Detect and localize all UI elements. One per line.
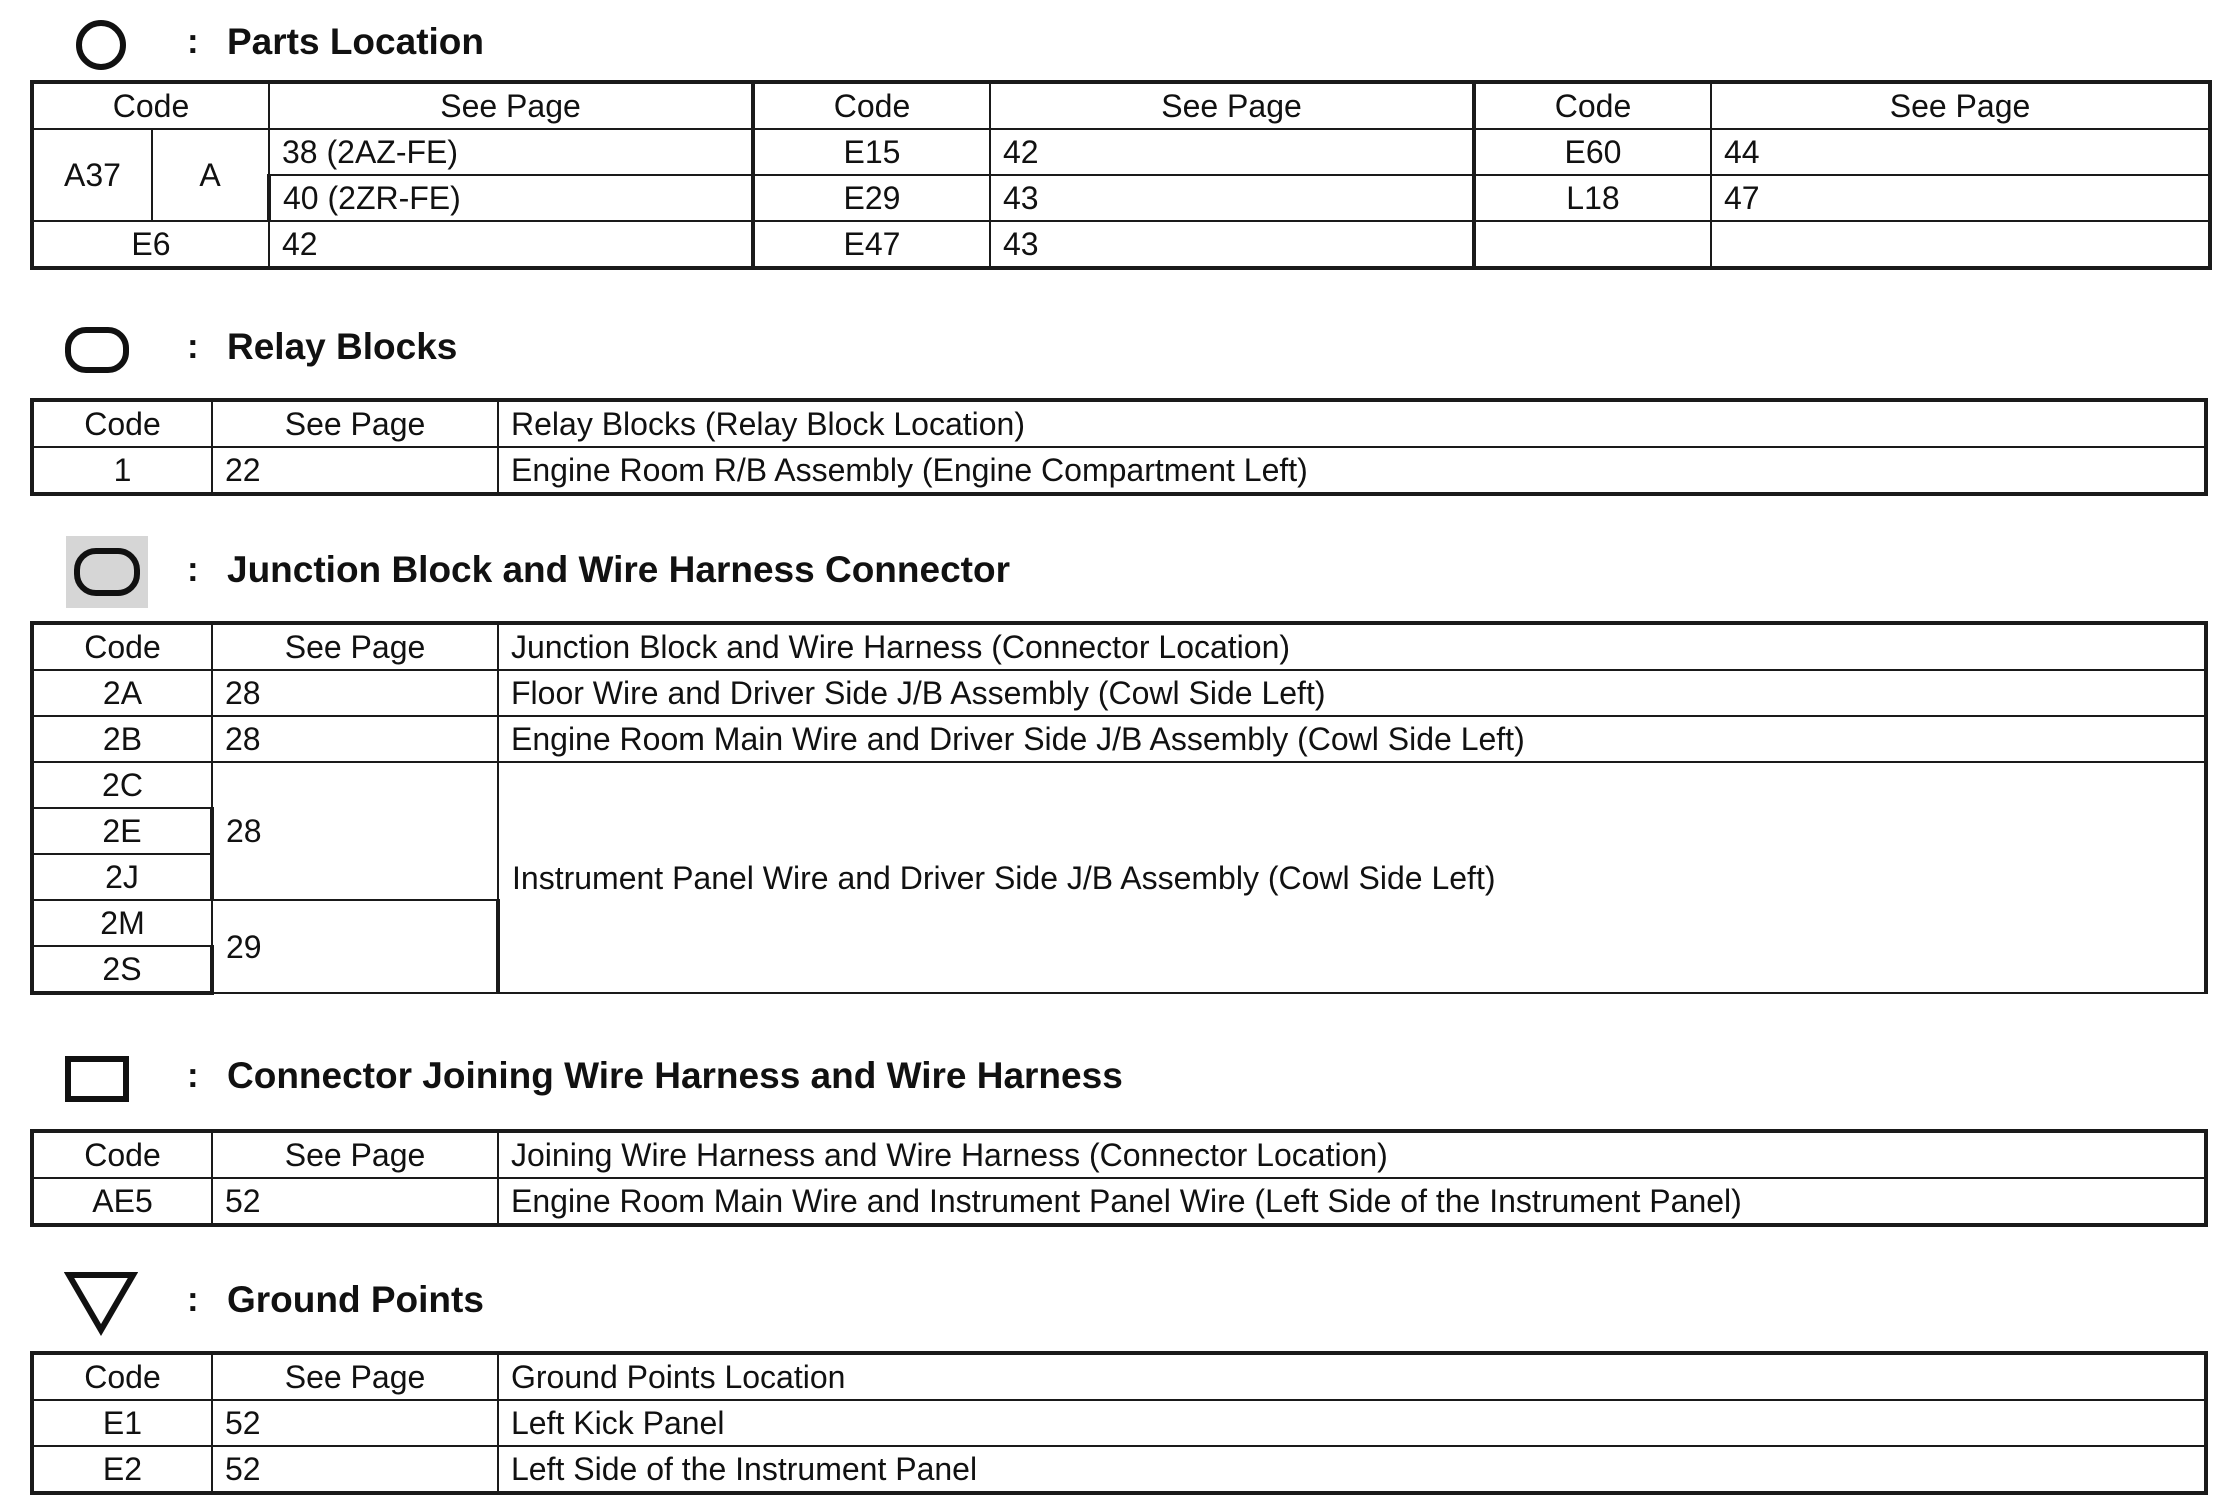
header-see-page: See Page bbox=[212, 1131, 498, 1178]
header-description: Ground Points Location bbox=[498, 1353, 2206, 1400]
header-code: Code bbox=[32, 1353, 212, 1400]
description-cell: Left Side of the Instrument Panel bbox=[498, 1446, 2206, 1493]
description-cell: Left Kick Panel bbox=[498, 1400, 2206, 1446]
parts-location-header bbox=[0, 14, 2228, 74]
code-cell: E2 bbox=[32, 1446, 212, 1493]
section-colon: : bbox=[187, 550, 199, 589]
page-cell: 43 bbox=[990, 175, 1474, 221]
table-header-row bbox=[32, 1131, 2206, 1178]
header-code: Code bbox=[753, 82, 990, 129]
empty-cell bbox=[1711, 221, 2210, 268]
header-code: Code bbox=[32, 82, 269, 129]
inverted-triangle-icon bbox=[64, 1270, 138, 1336]
page-cell: 38 (2AZ-FE) bbox=[269, 129, 753, 175]
section-colon: : bbox=[187, 1056, 199, 1095]
header-see-page: See Page bbox=[212, 1353, 498, 1400]
description-cell: Engine Room Main Wire and Driver Side J/B Assembly (Cowl Side Left) bbox=[498, 716, 2206, 762]
code-cell: 2M bbox=[32, 900, 212, 946]
junction-block-header bbox=[0, 536, 2228, 596]
shaded-rounded-rectangle-icon bbox=[66, 536, 148, 608]
empty-cell bbox=[1474, 221, 1711, 268]
header-see-page: See Page bbox=[1711, 82, 2210, 129]
table-row bbox=[32, 716, 2206, 762]
table-row bbox=[32, 447, 2206, 494]
ground-points-header bbox=[0, 1270, 2228, 1330]
table-header-row bbox=[32, 623, 2206, 670]
header-see-page: See Page bbox=[269, 82, 753, 129]
table-row bbox=[32, 762, 2206, 808]
section-colon: : bbox=[187, 1280, 199, 1319]
code-cell: 2J bbox=[32, 854, 212, 900]
connector-joining-header bbox=[0, 1050, 2228, 1110]
page-cell: 43 bbox=[990, 221, 1474, 268]
code-cell: L18 bbox=[1474, 175, 1711, 221]
parts-location-table bbox=[30, 80, 2212, 270]
sub-code-cell: A bbox=[152, 129, 269, 221]
code-cell: E1 bbox=[32, 1400, 212, 1446]
description-cell: Engine Room R/B Assembly (Engine Compartment Left) bbox=[498, 447, 2206, 494]
page-cell: 52 bbox=[212, 1178, 498, 1225]
section-title: Connector Joining Wire Harness and Wire Harness bbox=[227, 1055, 1123, 1096]
code-cell: E6 bbox=[32, 221, 269, 268]
table-header-row bbox=[32, 400, 2206, 447]
page-cell: 22 bbox=[212, 447, 498, 494]
table-row bbox=[32, 221, 2210, 268]
code-cell: AE5 bbox=[32, 1178, 212, 1225]
connector-joining-table bbox=[30, 1129, 2208, 1227]
table-row bbox=[32, 1178, 2206, 1225]
code-cell: 2C bbox=[32, 762, 212, 808]
rectangle-icon bbox=[64, 1054, 130, 1104]
table-row bbox=[32, 1400, 2206, 1446]
page-cell: 40 (2ZR-FE) bbox=[269, 175, 753, 221]
table-row bbox=[32, 670, 2206, 716]
page-cell: 52 bbox=[212, 1400, 498, 1446]
header-code: Code bbox=[1474, 82, 1711, 129]
table-header-row bbox=[32, 1353, 2206, 1400]
header-code: Code bbox=[32, 1131, 212, 1178]
code-cell: 2A bbox=[32, 670, 212, 716]
code-cell: 2E bbox=[32, 808, 212, 854]
section-title: Ground Points bbox=[227, 1279, 484, 1320]
code-cell: 2B bbox=[32, 716, 212, 762]
section-title: Relay Blocks bbox=[227, 326, 458, 367]
header-description: Junction Block and Wire Harness (Connector Location) bbox=[498, 623, 2206, 670]
header-code: Code bbox=[32, 623, 212, 670]
page-cell: 29 bbox=[212, 900, 498, 993]
code-cell: 1 bbox=[32, 447, 212, 494]
table-header-row bbox=[32, 82, 2210, 129]
description-cell: Engine Room Main Wire and Instrument Panel Wire (Left Side of the Instrument Panel) bbox=[498, 1178, 2206, 1225]
page-cell: 42 bbox=[269, 221, 753, 268]
description-cell: Instrument Panel Wire and Driver Side J/B Assembly (Cowl Side Left) bbox=[498, 762, 2206, 993]
section-colon: : bbox=[187, 327, 199, 366]
section-colon: : bbox=[187, 22, 199, 61]
page-cell: 44 bbox=[1711, 129, 2210, 175]
code-cell: A37 bbox=[32, 129, 152, 221]
ground-points-table bbox=[30, 1351, 2208, 1495]
header-see-page: See Page bbox=[990, 82, 1474, 129]
rounded-rectangle-icon bbox=[64, 326, 130, 376]
code-cell: E29 bbox=[753, 175, 990, 221]
page-cell: 28 bbox=[212, 670, 498, 716]
table-row bbox=[32, 175, 2210, 221]
header-description: Relay Blocks (Relay Block Location) bbox=[498, 400, 2206, 447]
page-cell: 47 bbox=[1711, 175, 2210, 221]
header-see-page: See Page bbox=[212, 623, 498, 670]
page-cell: 28 bbox=[212, 762, 498, 900]
header-see-page: See Page bbox=[212, 400, 498, 447]
description-cell: Floor Wire and Driver Side J/B Assembly (Cowl Side Left) bbox=[498, 670, 2206, 716]
junction-block-table bbox=[30, 621, 2208, 995]
section-title: Parts Location bbox=[227, 21, 484, 62]
table-row bbox=[32, 1446, 2206, 1493]
table-row bbox=[32, 129, 2210, 175]
header-code: Code bbox=[32, 400, 212, 447]
code-cell: E60 bbox=[1474, 129, 1711, 175]
circle-icon bbox=[74, 18, 128, 72]
section-title: Junction Block and Wire Harness Connector bbox=[227, 549, 1010, 590]
relay-blocks-table bbox=[30, 398, 2208, 496]
page-cell: 42 bbox=[990, 129, 1474, 175]
code-cell: E15 bbox=[753, 129, 990, 175]
page-cell: 28 bbox=[212, 716, 498, 762]
relay-blocks-header bbox=[0, 320, 2228, 380]
page-cell: 52 bbox=[212, 1446, 498, 1493]
code-cell: E47 bbox=[753, 221, 990, 268]
code-cell: 2S bbox=[32, 946, 212, 993]
header-description: Joining Wire Harness and Wire Harness (Connector Location) bbox=[498, 1131, 2206, 1178]
